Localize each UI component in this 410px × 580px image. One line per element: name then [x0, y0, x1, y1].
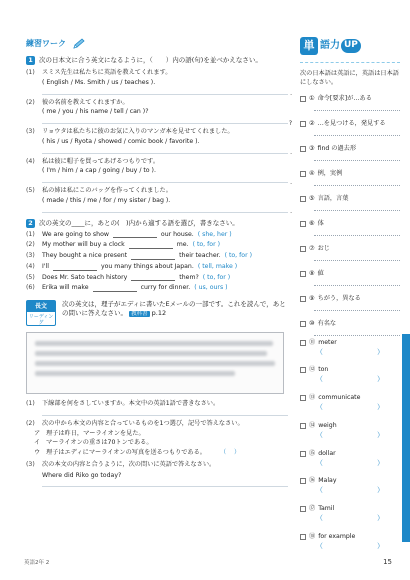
question-instruction: 次の英文の____に，あとの( )内から適する語を選び，書きなさい。: [39, 218, 239, 227]
item-number: (2): [26, 98, 35, 106]
vocab-term: …を見つける，発見する: [317, 119, 386, 127]
q1-item: [26, 187, 288, 195]
vocab-answer-parens[interactable]: [300, 375, 400, 384]
item-japanese: リョウタは私たちに彼のお気に入りのマンガ本を見せてくれました。: [42, 128, 234, 135]
paren-open: （: [316, 347, 323, 356]
word-options: ( to, for ): [202, 273, 231, 281]
item-number: (3): [26, 252, 35, 259]
answer-line[interactable]: [42, 485, 288, 487]
vocab-number: ⑱: [309, 532, 316, 540]
vocab-item: [300, 294, 400, 304]
sentence-part: My mother will buy a clock: [42, 241, 125, 249]
vocab-number: ①: [309, 94, 315, 102]
check-box[interactable]: [300, 395, 306, 401]
sentence-part: their teacher.: [179, 252, 221, 259]
comp-item: [26, 420, 288, 428]
vocab-number: ②: [309, 119, 315, 127]
q2-item: [26, 284, 288, 292]
vocab-item: [300, 476, 400, 486]
check-box[interactable]: [300, 423, 306, 429]
paren-close: ）: [377, 514, 384, 523]
q1-item: [26, 158, 288, 166]
q1-item: [26, 99, 288, 107]
footer-left: 英語2年 2: [24, 560, 50, 566]
item-hint: ( I'm / him / a cap / going / buy / to ).: [42, 167, 156, 175]
check-box[interactable]: [300, 321, 306, 327]
q2-item: [26, 241, 288, 249]
paren-close: ）: [377, 430, 384, 439]
vocab-item: [300, 119, 400, 129]
item-text: 次の本文の内容と合うように，次の問いに英語で答えなさい。: [42, 460, 216, 468]
answer-line[interactable]: [42, 178, 292, 186]
q2-item: [26, 263, 288, 271]
vocab-number: ⑰: [309, 505, 316, 513]
word-options: ( she, her ): [197, 230, 232, 238]
divider: [300, 62, 400, 63]
reading-section: [26, 300, 288, 326]
paren-close: ）: [234, 449, 241, 456]
choice-text: 理子はエディにマーライオンの写真を送るつもりである。: [46, 449, 206, 456]
vocab-item: [300, 169, 400, 179]
vocab-number: ⑫: [309, 366, 316, 374]
page-number: 15: [383, 558, 392, 566]
vocab-answer-parens[interactable]: [300, 542, 400, 551]
word-options: ( us, ours ): [194, 284, 228, 292]
answer-period: .: [290, 149, 292, 156]
vocab-item: [300, 449, 400, 459]
answer-period: .: [290, 90, 292, 97]
question-number: 2: [26, 219, 35, 228]
sentence-part: our house.: [160, 230, 194, 238]
answer-paren[interactable]: [220, 449, 240, 457]
answer-period: .: [290, 208, 292, 215]
paren-close: ）: [377, 486, 384, 495]
choice-b: [34, 439, 288, 447]
fill-blank[interactable]: [53, 263, 97, 271]
vocab-item: [300, 94, 400, 104]
vocab-number: ⑤: [309, 194, 315, 202]
answer-line[interactable]: [42, 414, 288, 416]
choice-a: [34, 430, 288, 438]
fill-blank[interactable]: [113, 231, 157, 239]
vocab-term: 言語，言葉: [317, 194, 349, 202]
vocab-number: ⑭: [309, 421, 316, 429]
item-number: (3): [26, 128, 35, 135]
vocab-answer-line[interactable]: [314, 160, 400, 161]
paren-open: （: [316, 514, 323, 523]
answer-line[interactable]: [42, 119, 292, 127]
vocab-answer-line[interactable]: [314, 110, 400, 111]
pencil-icon: [72, 38, 86, 50]
item-number: (5): [26, 273, 35, 281]
vocab-number: ⑩: [309, 319, 315, 327]
item-japanese: 私は彼に帽子を買ってあげるつもりです。: [42, 157, 160, 165]
item-number: (1): [26, 400, 35, 407]
item-number: (1): [26, 69, 35, 76]
check-box[interactable]: [300, 478, 306, 484]
vocab-answer-parens[interactable]: [300, 431, 400, 440]
answer-line[interactable]: [42, 149, 292, 156]
sentence-part: Does Mr. Sato teach history: [42, 273, 128, 281]
textbook-ref-page: p.12: [151, 309, 167, 318]
question-instruction: 次の日本文に合う英文になるように，（ ）内の語(句)を並べかえなさい。: [39, 56, 262, 64]
vocab-answer-parens[interactable]: [300, 459, 400, 468]
textbook-ref-tag: 教科書: [131, 311, 148, 318]
vocab-term: for example: [318, 532, 356, 540]
paren-close: ）: [377, 458, 384, 467]
vocab-number: ⑮: [309, 449, 316, 457]
sentence-part: I'll: [42, 262, 49, 270]
question-2: [26, 219, 288, 293]
vocab-item: [300, 532, 400, 542]
vocab-term: meter: [318, 338, 337, 346]
vocab-item: [300, 421, 400, 431]
item-number: (2): [26, 241, 35, 249]
paren-open: （: [219, 449, 227, 456]
item-hint: ( English / Ms. Smith / us / teaches ).: [42, 78, 156, 86]
vocab-term: weigh: [318, 421, 337, 429]
item-japanese: 彼の名前を教えてくれますか。: [42, 98, 129, 106]
vocab-item: [300, 269, 400, 279]
comp-item: [26, 400, 288, 408]
reading-tag-bottom: リーディング: [28, 314, 54, 327]
item-text: 次の中から本文の内容と合っているものを1つ選び，記号で答えなさい。: [42, 419, 244, 427]
vocab-number: ⑥: [309, 219, 315, 227]
word-options: ( to, for ): [192, 241, 220, 249]
question-1: [26, 56, 292, 215]
vocab-item: [300, 144, 400, 154]
paren-open: （: [316, 375, 323, 384]
comprehension-questions: [26, 400, 288, 487]
vocab-number: ⑦: [309, 244, 315, 252]
q2-item: [26, 231, 288, 239]
word-options: ( tell, make ): [197, 262, 238, 270]
vocab-term: ちがう，異なる: [317, 294, 361, 302]
brand-text: 語力: [320, 39, 340, 51]
check-box[interactable]: [300, 340, 306, 346]
vocab-item: [300, 504, 400, 514]
q3-question: Where did Riko go today?: [42, 471, 122, 479]
item-number: (1): [26, 230, 35, 238]
email-passage-blurred: [26, 332, 284, 394]
answer-question-mark: ?: [288, 119, 292, 127]
check-box[interactable]: [300, 121, 306, 127]
check-box[interactable]: [300, 146, 306, 152]
q2-item: [26, 274, 288, 282]
fill-blank[interactable]: [93, 284, 137, 292]
vocab-number: ⑪: [309, 338, 316, 346]
paren-close: ）: [377, 403, 384, 412]
vocab-answer-line[interactable]: [314, 260, 400, 261]
check-box[interactable]: [300, 271, 306, 277]
reading-tag: [26, 300, 56, 326]
vocab-item: [300, 219, 400, 229]
vocab-number: ⑨: [309, 294, 315, 302]
check-box[interactable]: [300, 221, 306, 227]
check-box[interactable]: [300, 451, 306, 457]
answer-line[interactable]: [42, 208, 292, 215]
item-hint: ( me / you / his name / tell / can )?: [42, 108, 149, 116]
vocab-answer-parens[interactable]: [300, 514, 400, 523]
choice-text: 理子は昨日，マーライオンを見た。: [46, 429, 145, 437]
vocab-term: 値: [317, 269, 324, 277]
vocab-answer-parens[interactable]: [300, 403, 400, 412]
vocab-answer-line[interactable]: [314, 135, 400, 136]
comp-item: [26, 461, 288, 469]
word-options: ( to, for ): [224, 252, 253, 259]
vocab-number: ④: [309, 169, 315, 177]
answer-line[interactable]: [42, 90, 292, 97]
check-box[interactable]: [300, 534, 306, 540]
reading-intro-text: 次の英文は，理子がエディに書いたEメールの一部です。これを読んで，あとの問いに答えなさい。: [62, 300, 286, 318]
sentence-part: Erika will make: [42, 284, 89, 292]
item-text: 下線部を何をさしていますか。本文中の英語1語で書きなさい。: [42, 400, 220, 407]
paren-close: ）: [377, 347, 384, 356]
sentence-part: them?: [179, 273, 199, 281]
item-japanese: スミス先生は私たちに英語を教えてくれます。: [42, 69, 172, 76]
item-number: (5): [26, 187, 35, 194]
item-hint: ( his / us / Ryota / showed / comic book / favorite ).: [42, 137, 200, 145]
vocab-item: [300, 338, 400, 348]
vocab-number: ③: [309, 144, 315, 152]
reading-tag-top: 長文: [27, 301, 55, 312]
q2-item: [26, 252, 288, 260]
sentence-part: They bought a nice present: [42, 252, 128, 259]
check-box[interactable]: [300, 246, 306, 252]
item-number: (3): [26, 460, 35, 468]
vocab-instruction: 次の日本語は英語に，英語は日本語にしなさい。: [300, 70, 399, 87]
vocab-answer-line[interactable]: [314, 235, 400, 236]
vocab-answer-line[interactable]: [314, 335, 400, 336]
vocab-answer-parens[interactable]: [300, 486, 400, 495]
vocab-term: find の過去形: [317, 144, 357, 152]
section-title: 練習ワーク: [26, 39, 66, 48]
vocab-answer-line[interactable]: [314, 210, 400, 211]
vocab-number: ⑬: [309, 394, 316, 402]
vocab-column: [300, 36, 400, 551]
fill-blank[interactable]: [129, 241, 173, 249]
vocab-answer-line[interactable]: [314, 185, 400, 186]
paren-open: （: [316, 541, 323, 550]
check-box[interactable]: [300, 96, 306, 102]
item-japanese: 私の姉は私にこのバッグを作ってくれました。: [42, 187, 172, 194]
fill-blank[interactable]: [131, 252, 175, 260]
vocab-term: Malay: [318, 477, 337, 485]
choice-key: ウ: [34, 449, 41, 456]
sentence-part: curry for dinner.: [140, 284, 191, 292]
side-tab: [402, 334, 410, 542]
answer-period: .: [290, 178, 292, 186]
vocab-term: ton: [318, 366, 329, 374]
paren-close: ）: [377, 541, 384, 550]
vocab-term: おじ: [317, 244, 330, 252]
vocab-term: Tamil: [318, 505, 335, 513]
brand-up: UP: [341, 39, 361, 52]
vocab-brand: [300, 36, 400, 56]
sentence-part: We are going to show: [42, 230, 109, 238]
choice-key: イ: [34, 439, 41, 447]
check-box[interactable]: [300, 367, 306, 373]
sentence-part: me.: [176, 241, 189, 249]
section-header: [26, 38, 288, 50]
item-number: (4): [26, 262, 35, 270]
vocab-term: dollar: [318, 449, 336, 457]
item-number: (6): [26, 284, 35, 292]
brand-kanji: 単: [300, 37, 318, 55]
vocab-item: [300, 319, 400, 329]
vocab-term: 有名な: [317, 319, 337, 327]
vocab-term: 命令[要求]が…ある: [317, 94, 372, 102]
paren-close: ）: [377, 375, 384, 384]
check-box[interactable]: [300, 171, 306, 177]
left-column: [26, 38, 292, 487]
item-hint: ( made / this / me / for / my sister / bag ).: [42, 196, 171, 204]
paren-open: （: [316, 430, 323, 439]
choice-key: ア: [34, 429, 41, 437]
choice-text: マーライオンの重さは70トンである。: [46, 439, 153, 447]
item-number: (4): [26, 157, 35, 165]
vocab-item: [300, 194, 400, 204]
question-number: 1: [26, 56, 35, 65]
paren-open: （: [316, 458, 323, 467]
paren-open: （: [316, 486, 323, 495]
sentence-part: you many things about Japan.: [100, 262, 194, 270]
q1-item: [26, 69, 288, 77]
vocab-list: [300, 94, 400, 551]
vocab-answer-line[interactable]: [314, 310, 400, 311]
vocab-answer-parens[interactable]: [300, 348, 400, 357]
q1-item: [26, 128, 288, 136]
item-number: (2): [26, 419, 35, 427]
paren-open: （: [316, 403, 323, 412]
vocab-term: communicate: [318, 394, 361, 402]
vocab-term: 体: [317, 219, 324, 227]
vocab-term: 例，実例: [317, 169, 343, 177]
vocab-number: ⑧: [309, 269, 315, 277]
vocab-item: [300, 393, 400, 403]
fill-blank[interactable]: [131, 274, 175, 282]
reading-intro: [62, 300, 288, 319]
check-box[interactable]: [300, 506, 306, 512]
check-box[interactable]: [300, 296, 306, 302]
vocab-number: ⑯: [309, 477, 316, 485]
check-box[interactable]: [300, 196, 306, 202]
vocab-answer-line[interactable]: [314, 285, 400, 286]
choice-c: [34, 449, 288, 457]
vocab-item: [300, 244, 400, 254]
vocab-item: [300, 365, 400, 375]
